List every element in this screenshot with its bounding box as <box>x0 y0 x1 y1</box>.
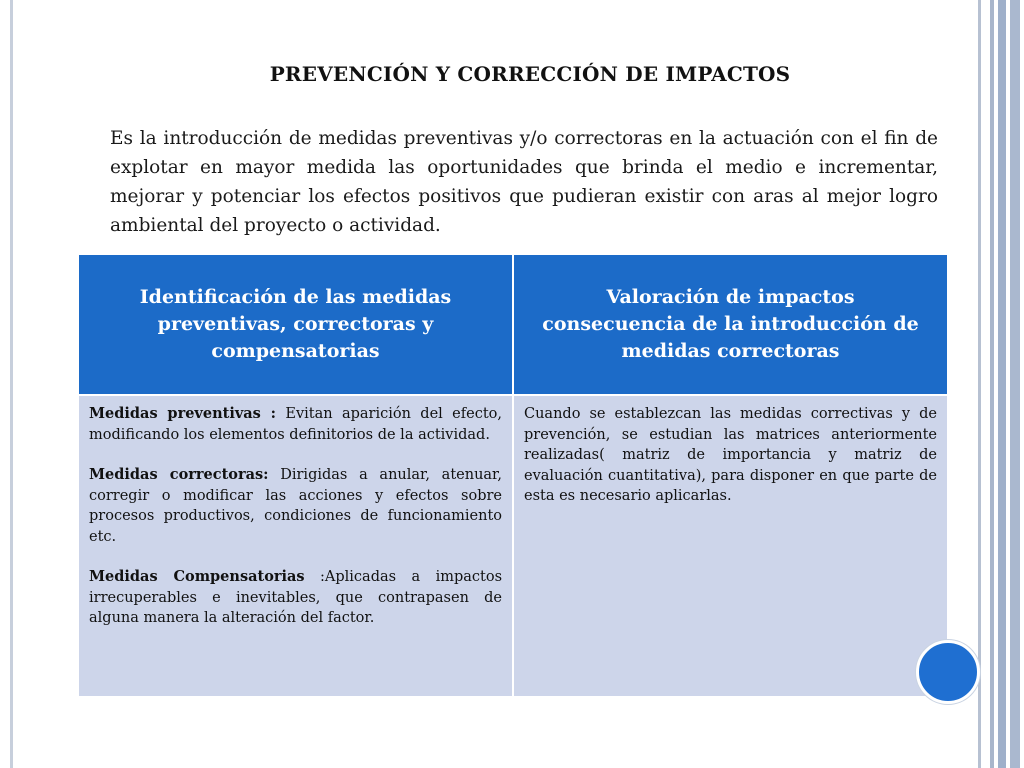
decorative-circle <box>916 640 980 704</box>
intro-paragraph: Es la introducción de medidas preventivas y/o correctoras en la actuación con el fin de explotar en mayor medida las oportunidades que brinda el medio e incrementar, mejorar y potenciar los efectos positivos que pudieran existir con aras al mejor logro ambiental del proyecto o actividad. <box>110 128 938 236</box>
cell-medidas <box>78 395 513 697</box>
table-row <box>78 395 948 697</box>
table-header-row <box>78 254 948 395</box>
cell-valoracion: Cuando se establezcan las medidas correctivas y de prevención, se estudian las matrices anteriormente realizadas( matriz de importancia y matriz de evaluación cuantitativa), para disponer en que parte de esta es necesario aplicarlas. <box>513 395 948 697</box>
right-decorative-stripes <box>976 0 1024 768</box>
medidas-correctoras-label: Medidas correctoras: <box>89 466 269 483</box>
medidas-correctoras-text: Dirigidas a anular, atenuar, corregir o modificar las acciones y efectos sobre procesos productivos, condiciones de funcionamiento etc. <box>89 467 503 545</box>
medidas-compensatorias-text: :Aplicadas a impactos irrecuperables e inevitables, que contrapasen de alguna manera la alteración del factor. <box>89 569 503 626</box>
header-valoracion: Valoración de impactos consecuencia de la introducción de medidas correctoras <box>513 254 948 395</box>
measures-table <box>77 253 949 698</box>
medidas-preventivas-text: Evitan aparición del efecto, modificando los elementos definitorios de la actividad. <box>89 406 502 443</box>
header-identificacion: Identificación de las medidas preventivas, correctoras y compensatorias <box>78 254 513 395</box>
medidas-correctoras <box>89 465 502 547</box>
medidas-compensatorias <box>89 567 502 629</box>
left-frame-line <box>10 0 13 768</box>
medidas-preventivas-label: Medidas preventivas : <box>89 405 276 422</box>
medidas-compensatorias-label: Medidas Compensatorias <box>89 568 305 585</box>
medidas-preventivas <box>89 404 502 445</box>
slide-title: PREVENCIÓN Y CORRECCIÓN DE IMPACTOS <box>269 62 791 86</box>
